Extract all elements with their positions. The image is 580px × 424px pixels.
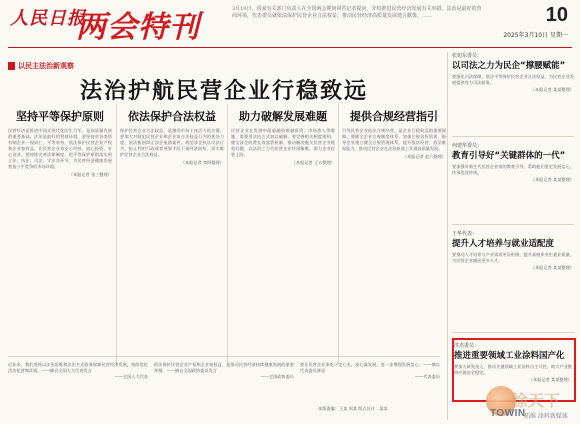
sidebar-speaker: 王华代表： [452, 231, 478, 237]
column-divider [116, 104, 117, 364]
masthead-rule [8, 47, 572, 48]
column-3 [231, 108, 335, 166]
sidebar-signature: （本报记者 某某整理） [528, 377, 572, 382]
sidebar-title: 推进重要领域工业涂料国产化 [454, 351, 565, 361]
column-title: 助力破解发展难题 [239, 110, 327, 123]
column-body: 引导民营企业依法合规经营，是企业行稳致远的重要保障。要健全企业合规制度体系，加强合规宣传培训，指导企业建立健全合规管理体系，提升依法经营、依法维权能力，推动民营企业在法治轨道上实现高质量发展。 [342, 128, 446, 151]
bottom-quote-1 [8, 362, 148, 418]
sidebar-item-2 [452, 142, 574, 183]
sidebar-body: 要加大研发投入，推动关键领域工业涂料自主可控，助力产业链供应链安全稳定。 [454, 364, 572, 375]
column-title: 提供合规经营指引 [350, 110, 438, 123]
watermark-brand-cn: 拓维 涂料新媒体 [524, 413, 568, 420]
sidebar-signature: （本报记者 某某整理） [530, 87, 574, 92]
column-divider [227, 104, 228, 364]
bottom-quote-3 [300, 362, 440, 402]
quote-body: 近年来，我们坚持以法治思维和法治方式服务保障民营经济发展，持续优化法治化营商环境。——摘自全国人大代表发言 [8, 362, 148, 373]
column-signature: （本报记者 王五整理） [291, 160, 335, 165]
column-body: 民营经济是推进中国式现代化的生力军，是高质量发展的重要基础。法治是最好的营商环境，要坚持对各类所有制企业一视同仁、平等对待，依法保护民营企业产权和企业家权益，让民营企业家安心经营、放心投资、专心创业。要持续完善法律制度，把平等保护原则落实到立法、执法、司法、守法各环节，为民营经济健康发展营造公平竞争的市场环境。 [8, 128, 112, 169]
masthead [0, 0, 580, 58]
bottom-section-rule [8, 356, 440, 357]
page-number: 10 [545, 4, 568, 26]
column-4 [342, 108, 446, 160]
sidebar-title: 提升人才培养与就业适配度 [452, 239, 555, 249]
sidebar-title: 以司法之力为民企“撑腰赋能” [452, 61, 566, 71]
column-1 [8, 108, 112, 178]
sidebar-signature: （本报记者 某某整理） [530, 265, 574, 270]
sidebar-title: 教育引导好“关键群体的一代” [452, 151, 566, 161]
sidebar-speaker: 张旭东委员： [452, 53, 483, 59]
column-signature: （本报记者 赵六整理） [402, 154, 446, 159]
special-edition-title: 两会特刊 [76, 10, 200, 45]
quote-signature: ——全国人大代表 [114, 374, 148, 379]
paper-logo: 人民日报 [10, 8, 86, 29]
issue-date: 2025年3月10日 星期一 [503, 32, 568, 39]
column-title: 坚持平等保护原则 [16, 110, 104, 123]
sidebar-divider [447, 52, 448, 420]
column-signature: （本报记者 张三整理） [68, 172, 112, 177]
masthead-intro: 3月10日，国家有关部门负责人在全国两会期间回答记者提问，介绍推进民营经济发展有关举措。法治是最好的营商环境，代表委员就依法保护民营企业合法权益，推动民营经济高质量发展建言献策，…… [232, 6, 482, 19]
column-signature: （本报记者 李四整理） [180, 160, 224, 165]
sidebar-body: 要加强对新生代民营企业家的教育引导，帮助他们坚定发展信心，传承优良传统。 [452, 164, 574, 175]
column-title: 依法保护合法权益 [128, 110, 216, 123]
column-body: 保护民营企业合法权益，是激发市场主体活力的关键。要加大对侵犯民营企业和企业家合法权益行为的惩处力度，依法甄别纠正涉企冤错案件，规范涉企执法司法行为，防止利用行政或者刑事手段干预经济纠纷，切实维护民营企业合法权益。 [120, 128, 224, 157]
sidebar-rule [452, 224, 574, 225]
quote-body: 依法保护民营企业产权和企业家权益，是推动民营经济持续健康发展的重要举措。——摘自全国政协委员发言 [154, 362, 294, 373]
bottom-quote-2 [154, 362, 294, 418]
quote-signature: ——代表委员 [414, 374, 440, 379]
column-2 [120, 108, 224, 166]
quote-signature: ——全国政协委员 [260, 374, 294, 379]
sidebar-speaker: 何建华委员： [452, 143, 483, 149]
sidebar-body: 要推动人才培养与产业需求更好衔接，提升高校毕业生就业质量，为民营企业输送更多人才。 [452, 252, 574, 263]
sidebar-rule [452, 136, 574, 137]
sidebar-item-1 [452, 52, 574, 93]
page-headline: 法治护航民营企业行稳致远 [79, 79, 368, 104]
watermark-brand: TOWIN [490, 408, 526, 419]
column-body: 民营企业在发展中面临融资难融资贵、市场准入等难题，需要用法治方式加以破解。要完善相关制度规则，健全涉企收费长效监管机制，推动解决拖欠民营企业账款问题，以法治之力为民营企业纾困解难，助力企业轻装上阵。 [231, 128, 335, 157]
section-tag: 以民主法治新观察 [8, 60, 78, 72]
sidebar-body: 要强化司法保障，依法平等保护民营企业合法权益，为民营企业发展提供有力司法服务。 [452, 74, 574, 85]
sidebar-rule [452, 332, 574, 333]
footer-staff-credits: 本版责编：王某 周某 版式设计：某某 [318, 406, 388, 411]
quote-body: 要让民营企业家吃下定心丸，安心谋发展，进一步增强发展信心。——摘自代表委员座谈 [300, 362, 440, 373]
watermark-big-text: 涂天下 [512, 391, 561, 410]
column-divider [338, 104, 339, 364]
sidebar-signature: （本报记者 某某整理） [530, 177, 574, 182]
sidebar-speaker: 洪杰委员： [454, 343, 480, 349]
sidebar-item-3 [452, 230, 574, 271]
